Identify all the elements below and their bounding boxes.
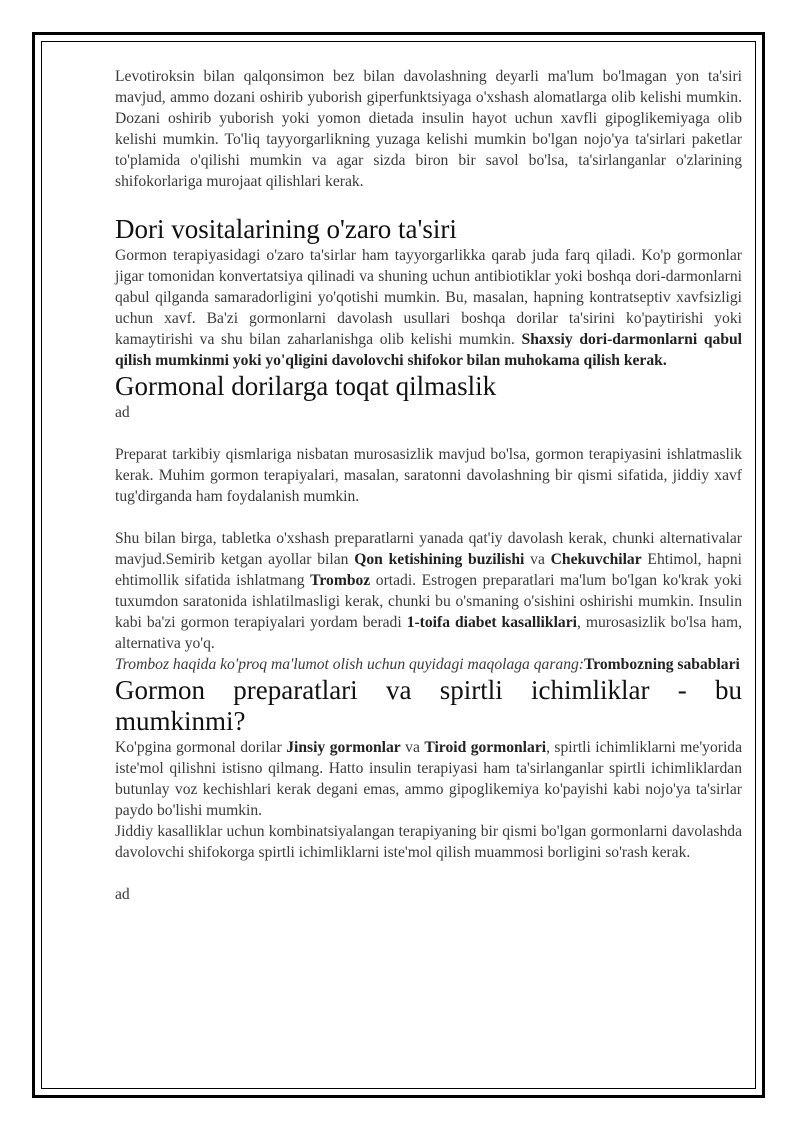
- alcohol-heading: Gormon preparatlari va spirtli ichimliklar - bu mumkinmi?: [115, 675, 742, 736]
- link-type1-diabetes[interactable]: 1-toifa diabet kasalliklari: [406, 614, 577, 631]
- alcohol-paragraph-2: Jiddiy kasalliklar uchun kombinatsiyalangan terapiyaning bir qismi bo'lgan gormonlarni davolashda davolovchi shifokorga spirtli ichimliklarni iste'mol qilish muammosi borligini so'rash kerak.: [115, 823, 742, 861]
- text-run: ortadi. Estrogen preparatlari ma'lum bo'lgan ko'krak yoki tuxumdon saratonida ishlatilmasligi kerak, chunki bu o'smaning o'sishini oshirishi mumkin. Insulin kabi ba'zi gormon terapiyalari yordam beradi: [115, 572, 742, 631]
- ad-label-bottom: ad: [115, 886, 130, 903]
- interaction-text: Gormon terapiyasidagi o'zaro ta'sirlar ham tayyorgarlikka qarab juda farq qiladi. Ko'p gormonlar jigar tomonidan konvertatsiya qilinadi va shuning uchun antibiotiklar yoki boshqa dori-darmonlarni qabul qilganda samaradorligini yo'qotishi mumkin. Bu, masalan, hapning kontratseptiv xavfsizligi uchun xavf. Ba'zi gormonlarni davolash usullari boshqa dorilar ta'sirini ko'paytirishi yoki kamaytirishi va shu bilan zaharlanishga olib kelishi mumkin.: [115, 247, 742, 348]
- link-bleeding-disorders[interactable]: Qon ketishining buzilishi: [354, 551, 525, 568]
- interaction-paragraph: [115, 245, 742, 371]
- link-smokers[interactable]: Chekuvchilar: [550, 551, 642, 568]
- text-run: , murosasizlik bo'lsa ham, alternativa yo'q.: [115, 614, 742, 652]
- text-run: , spirtli ichimliklarni me'yorida iste'mol qilishni istisno qilmang. Hatto insulin terapiyasi ham ta'sirlanganlar spirtli ichimliklardan butunlay voz kechishlari kerak degani emas, ammo gipoglikemiya ko'payishi kabi nojo'ya ta'sirlar paydo bo'lishi mumkin.: [115, 739, 742, 819]
- intolerance-heading: Gormonal dorilarga toqat qilmaslik: [115, 371, 497, 401]
- intolerance-paragraph-1: Preparat tarkibiy qismlariga nisbatan murosasizlik mavjud bo'lsa, gormon terapiyasini ishlatmaslik kerak. Muhim gormon terapiyalari, masalan, saratonni davolashning bir qismi sifatida, jiddiy xavf tug'dirganda ham foydalanish mumkin.: [115, 446, 742, 505]
- link-sex-hormones[interactable]: Jinsiy gormonlar: [286, 739, 401, 756]
- link-thyroid-hormones[interactable]: Tiroid gormonlari: [424, 739, 547, 756]
- alcohol-paragraph-1: [115, 737, 742, 821]
- interaction-heading: Dori vositalarining o'zaro ta'siri: [115, 214, 457, 244]
- ad-label: ad: [115, 404, 130, 421]
- text-run: va: [400, 739, 425, 756]
- intro-paragraph: Levotiroksin bilan qalqonsimon bez bilan davolashning deyarli ma'lum bo'lmagan yon ta'siri mavjud, ammo dozani oshirib yuborish giperfunktsiyaga o'xshash alomatlarga olib kelishi mumkin. Dozani oshirib yuborish yoki yomon dietada insulin hayot uchun xavfli gipoglikemiyaga olib kelishi mumkin. To'liq tayyorgarlikning yuzaga kelishi mumkin bo'lgan nojo'ya ta'sirlari paketlar to'plamida o'qilishi mumkin va agar sizda biron bir savol bo'lsa, ta'sirlanganlar o'zlarining shifokorlariga murojaat qilishlari kerak.: [115, 68, 742, 190]
- document-body: [115, 66, 742, 905]
- intolerance-paragraph-2: [115, 528, 742, 654]
- link-thrombosis-causes[interactable]: Trombozning sabablari: [584, 656, 740, 673]
- text-run: va: [524, 551, 551, 568]
- more-info-paragraph: [115, 654, 742, 675]
- text-run: Shu bilan birga, tabletka o'xshash preparatlarni yanada qat'iy davolash kerak, chunki alternativalar mavjud.Semirib ketgan ayollar bilan: [115, 530, 742, 568]
- link-thrombosis[interactable]: Tromboz: [310, 572, 371, 589]
- text-run: Ko'pgina gormonal dorilar: [115, 739, 287, 756]
- text-run: Ehtimol, hapni ehtimollik sifatida ishlatmang: [115, 551, 743, 589]
- interaction-bold-note: Shaxsiy dori-darmonlarni qabul qilish mumkinmi yoki yo'qligini davolovchi shifokor bilan muhokama qilish kerak.: [115, 331, 743, 369]
- more-info-text: Tromboz haqida ko'proq ma'lumot olish uchun quyidagi maqolaga qarang:: [115, 656, 584, 673]
